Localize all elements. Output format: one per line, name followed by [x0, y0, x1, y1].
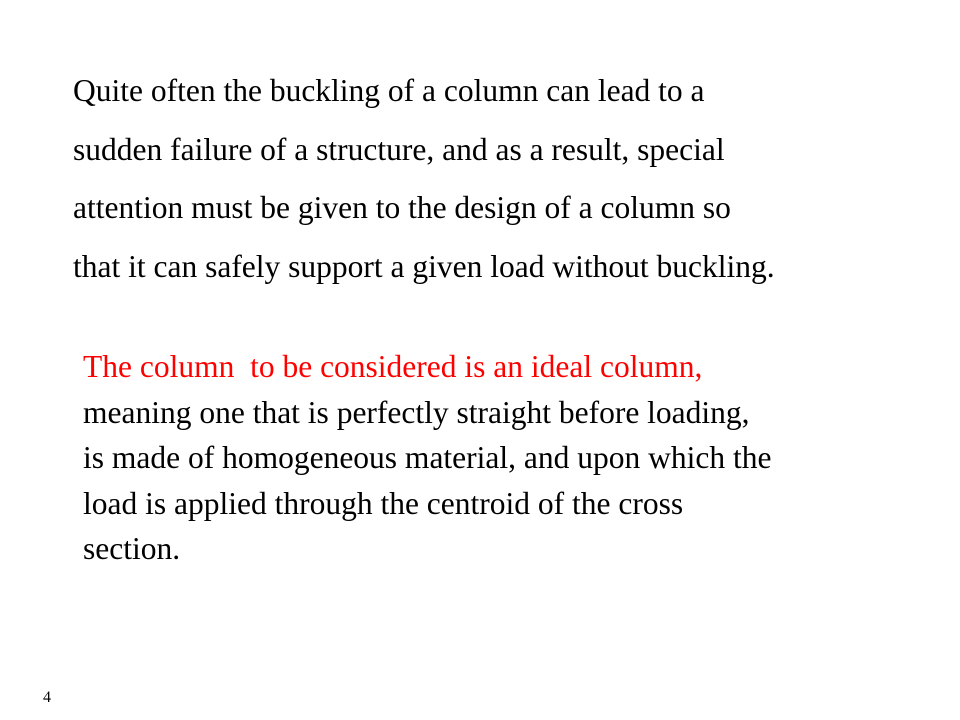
intro-paragraph	[73, 62, 953, 296]
intro-line-1: Quite often the buckling of a column can lead to a	[73, 73, 705, 108]
intro-line-4: that it can safely support a given load without buckling.	[73, 248, 775, 284]
ideal-column-line-4: load is applied through the centroid of the cross	[83, 485, 684, 521]
ideal-column-highlight-line: The column to be considered is an ideal column,	[83, 349, 703, 384]
ideal-column-line-5: section.	[83, 531, 181, 566]
intro-line-3: attention must be given to the design of a column so	[73, 190, 731, 225]
ideal-column-line-3: is made of homogeneous material, and upon which the	[83, 440, 772, 475]
intro-line-2: sudden failure of a structure, and as a result, special	[73, 131, 725, 167]
ideal-column-paragraph	[83, 344, 953, 572]
slide-number: 4	[43, 689, 51, 706]
ideal-column-line-2: meaning one that is perfectly straight before loading,	[83, 394, 750, 430]
